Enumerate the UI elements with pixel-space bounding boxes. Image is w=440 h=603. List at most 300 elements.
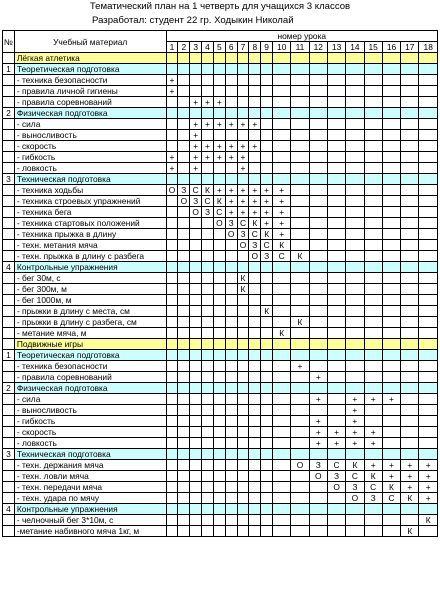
lesson-mark-cell [178, 394, 190, 405]
lesson-mark-cell [225, 416, 237, 427]
lesson-mark-cell [261, 427, 273, 438]
section-fill-cell [401, 53, 419, 64]
category-fill-cell [401, 262, 419, 273]
category-fill-cell [237, 108, 249, 119]
lesson-mark-cell [178, 163, 190, 174]
lesson-mark-cell [401, 229, 419, 240]
lesson-mark-cell [190, 229, 202, 240]
lesson-mark-cell [364, 163, 382, 174]
lesson-mark-cell [178, 416, 190, 427]
lesson-mark-cell [261, 97, 273, 108]
lesson-mark-cell: О [190, 207, 202, 218]
lesson-mark-cell: + [309, 416, 327, 427]
lesson-mark-cell [261, 130, 273, 141]
lesson-mark-cell: З [178, 185, 190, 196]
table-row [3, 141, 438, 152]
lesson-mark-cell [237, 460, 249, 471]
lesson-mark-cell: + [190, 163, 202, 174]
section-fill-cell [382, 53, 400, 64]
lesson-mark-cell [309, 218, 327, 229]
lesson-mark-cell [419, 306, 438, 317]
lesson-mark-cell [190, 240, 202, 251]
category-number: 4 [3, 262, 15, 273]
lesson-mark-cell [273, 526, 291, 537]
item-number-cell [3, 295, 15, 306]
item-label: - техн. метания мяча [14, 240, 166, 251]
lesson-mark-cell: + [364, 427, 382, 438]
table-row [3, 295, 438, 306]
lesson-mark-cell [225, 75, 237, 86]
plan-table [2, 30, 438, 537]
category-fill-cell [237, 449, 249, 460]
lesson-mark-cell [213, 306, 225, 317]
lesson-mark-cell [364, 185, 382, 196]
item-label: - бег 1000м, м [14, 295, 166, 306]
lesson-mark-cell [213, 361, 225, 372]
category-fill-cell [291, 449, 309, 460]
lesson-mark-cell [291, 306, 309, 317]
category-fill-cell [249, 449, 261, 460]
category-fill-cell [190, 262, 202, 273]
lesson-mark-cell [213, 405, 225, 416]
lesson-mark-cell [225, 372, 237, 383]
item-number-cell [3, 416, 15, 427]
lesson-mark-cell [419, 416, 438, 427]
lesson-mark-cell [237, 251, 249, 262]
lesson-mark-cell [190, 416, 202, 427]
lesson-mark-cell: + [166, 152, 178, 163]
lesson-mark-cell [309, 229, 327, 240]
item-number-cell [3, 273, 15, 284]
category-fill-cell [327, 504, 345, 515]
lesson-mark-cell [166, 493, 178, 504]
category-title: Физическая подготовка [14, 383, 166, 394]
category-fill-cell [291, 174, 309, 185]
item-number-cell [3, 196, 15, 207]
lesson-mark-cell [419, 163, 438, 174]
lesson-mark-cell [166, 394, 178, 405]
category-fill-cell [166, 449, 178, 460]
lesson-mark-cell [291, 240, 309, 251]
section-number-cell [3, 53, 15, 64]
lesson-mark-cell [190, 251, 202, 262]
item-number-cell [3, 317, 15, 328]
lesson-mark-cell: + [213, 119, 225, 130]
item-number-cell [3, 471, 15, 482]
item-number-cell [3, 86, 15, 97]
category-fill-cell [166, 383, 178, 394]
table-row [3, 361, 438, 372]
lesson-mark-cell [327, 295, 345, 306]
lesson-mark-cell [401, 218, 419, 229]
lesson-mark-cell [249, 482, 261, 493]
lesson-mark-cell [401, 152, 419, 163]
lesson-mark-cell [419, 317, 438, 328]
category-fill-cell [419, 449, 438, 460]
category-fill-cell [237, 174, 249, 185]
lesson-mark-cell [382, 515, 400, 526]
category-fill-cell [327, 383, 345, 394]
section-fill-cell [309, 339, 327, 350]
category-fill-cell [346, 383, 364, 394]
lesson-mark-cell [273, 306, 291, 317]
lesson-number-header: 13 [327, 42, 345, 53]
lesson-mark-cell [346, 207, 364, 218]
category-fill-cell [178, 108, 190, 119]
lesson-mark-cell: О [291, 460, 309, 471]
lesson-mark-cell [327, 75, 345, 86]
lesson-mark-cell [225, 295, 237, 306]
lesson-mark-cell [419, 97, 438, 108]
lesson-mark-cell [249, 163, 261, 174]
lesson-mark-cell [190, 273, 202, 284]
category-fill-cell [190, 449, 202, 460]
lesson-mark-cell [166, 207, 178, 218]
lesson-number-header: 7 [237, 42, 249, 53]
lesson-mark-cell [237, 394, 249, 405]
section-fill-cell [237, 339, 249, 350]
category-fill-cell [273, 383, 291, 394]
lesson-mark-cell [346, 515, 364, 526]
lesson-mark-cell [225, 438, 237, 449]
category-fill-cell [309, 64, 327, 75]
category-fill-cell [190, 174, 202, 185]
section-fill-cell [291, 53, 309, 64]
table-row [3, 460, 438, 471]
lesson-mark-cell [202, 218, 214, 229]
lesson-mark-cell [364, 284, 382, 295]
lesson-mark-cell [202, 460, 214, 471]
lesson-number-header: 2 [178, 42, 190, 53]
item-label: - выносливость [14, 405, 166, 416]
lesson-mark-cell [273, 163, 291, 174]
lesson-mark-cell: + [190, 119, 202, 130]
lesson-mark-cell [291, 295, 309, 306]
lesson-mark-cell [291, 141, 309, 152]
lesson-mark-cell [346, 163, 364, 174]
lesson-mark-cell [273, 460, 291, 471]
lesson-mark-cell [346, 251, 364, 262]
lesson-mark-cell [382, 152, 400, 163]
lesson-mark-cell: + [237, 196, 249, 207]
lesson-mark-cell: + [225, 141, 237, 152]
category-title: Техническая подготовка [14, 449, 166, 460]
lesson-mark-cell [225, 328, 237, 339]
lesson-mark-cell: + [213, 185, 225, 196]
category-row [3, 262, 438, 273]
category-fill-cell [291, 504, 309, 515]
lesson-mark-cell: С [327, 460, 345, 471]
category-fill-cell [364, 64, 382, 75]
lesson-mark-cell [346, 141, 364, 152]
lesson-mark-cell [225, 273, 237, 284]
lesson-mark-cell [401, 185, 419, 196]
lesson-mark-cell [202, 86, 214, 97]
category-fill-cell [213, 383, 225, 394]
lesson-mark-cell [190, 493, 202, 504]
category-fill-cell [273, 262, 291, 273]
lesson-mark-cell [382, 273, 400, 284]
category-fill-cell [178, 262, 190, 273]
lesson-mark-cell: + [273, 229, 291, 240]
lesson-mark-cell: К [291, 251, 309, 262]
lesson-mark-cell: К [273, 328, 291, 339]
category-fill-cell [261, 350, 273, 361]
section-fill-cell [309, 53, 327, 64]
lesson-mark-cell [273, 152, 291, 163]
lesson-mark-cell [190, 405, 202, 416]
lesson-mark-cell [225, 251, 237, 262]
lesson-mark-cell [346, 372, 364, 383]
lesson-mark-cell [178, 97, 190, 108]
lesson-mark-cell [249, 306, 261, 317]
lesson-mark-cell [382, 97, 400, 108]
lesson-mark-cell [291, 273, 309, 284]
lesson-mark-cell [261, 295, 273, 306]
item-label: - ловкость [14, 163, 166, 174]
lesson-mark-cell [327, 218, 345, 229]
category-fill-cell [178, 383, 190, 394]
category-number: 4 [3, 504, 15, 515]
category-fill-cell [382, 449, 400, 460]
lesson-mark-cell [419, 240, 438, 251]
lesson-mark-cell [213, 471, 225, 482]
lesson-mark-cell: О [346, 493, 364, 504]
table-row [3, 251, 438, 262]
item-label: - техника стартовых положений [14, 218, 166, 229]
lesson-mark-cell: З [327, 471, 345, 482]
lesson-mark-cell: С [237, 218, 249, 229]
lesson-mark-cell [213, 163, 225, 174]
category-fill-cell [401, 108, 419, 119]
lesson-mark-cell [364, 229, 382, 240]
lesson-mark-cell [309, 493, 327, 504]
item-label: - правила соревнований [14, 97, 166, 108]
lesson-mark-cell [225, 284, 237, 295]
item-number-cell [3, 130, 15, 141]
lesson-mark-cell: + [401, 460, 419, 471]
lesson-mark-cell [419, 427, 438, 438]
lesson-mark-cell: + [327, 438, 345, 449]
lesson-mark-cell [261, 460, 273, 471]
lesson-mark-cell [166, 306, 178, 317]
lesson-mark-cell [382, 218, 400, 229]
lesson-mark-cell [346, 75, 364, 86]
table-row [3, 273, 438, 284]
lesson-mark-cell [225, 97, 237, 108]
lesson-mark-cell [401, 427, 419, 438]
lesson-mark-cell [249, 328, 261, 339]
lesson-mark-cell [190, 394, 202, 405]
lesson-mark-cell [309, 273, 327, 284]
lesson-mark-cell [419, 405, 438, 416]
lesson-mark-cell [401, 86, 419, 97]
lesson-mark-cell [178, 328, 190, 339]
lesson-mark-cell: К [261, 306, 273, 317]
lesson-mark-cell [225, 482, 237, 493]
lesson-mark-cell: + [273, 207, 291, 218]
lesson-mark-cell: К [237, 273, 249, 284]
lesson-mark-cell [225, 240, 237, 251]
category-fill-cell [166, 504, 178, 515]
item-label: - техн. прыжка в длину с разбега [14, 251, 166, 262]
lesson-mark-cell [382, 86, 400, 97]
category-fill-cell [382, 262, 400, 273]
category-fill-cell [225, 449, 237, 460]
section-fill-cell [166, 339, 178, 350]
lesson-mark-cell: + [401, 482, 419, 493]
category-title: Физическая подготовка [14, 108, 166, 119]
lesson-mark-cell: + [202, 152, 214, 163]
lesson-mark-cell: + [364, 394, 382, 405]
lesson-mark-cell [382, 372, 400, 383]
lesson-mark-cell [213, 482, 225, 493]
lesson-mark-cell [401, 75, 419, 86]
lesson-mark-cell: + [309, 394, 327, 405]
lesson-mark-cell [237, 493, 249, 504]
lesson-mark-cell [249, 405, 261, 416]
lesson-mark-cell [202, 229, 214, 240]
lesson-mark-cell [419, 295, 438, 306]
lesson-mark-cell [401, 97, 419, 108]
category-fill-cell [249, 504, 261, 515]
section-fill-cell [261, 53, 273, 64]
lesson-mark-cell [346, 196, 364, 207]
lesson-mark-cell: + [213, 141, 225, 152]
lesson-mark-cell [237, 295, 249, 306]
category-fill-cell [166, 174, 178, 185]
lesson-mark-cell [291, 284, 309, 295]
lesson-mark-cell: + [364, 438, 382, 449]
item-label: - выносливость [14, 130, 166, 141]
category-fill-cell [213, 449, 225, 460]
item-label: - правила соревнований [14, 372, 166, 383]
section-fill-cell [166, 53, 178, 64]
lesson-mark-cell [249, 515, 261, 526]
lesson-mark-cell [202, 284, 214, 295]
category-fill-cell [364, 383, 382, 394]
table-row [3, 438, 438, 449]
lesson-mark-cell [364, 295, 382, 306]
category-fill-cell [309, 350, 327, 361]
lesson-mark-cell [382, 251, 400, 262]
table-row [3, 427, 438, 438]
category-fill-cell [419, 350, 438, 361]
lesson-mark-cell [178, 515, 190, 526]
table-row [3, 152, 438, 163]
lesson-mark-cell [401, 317, 419, 328]
lesson-mark-cell [190, 515, 202, 526]
lesson-mark-cell [291, 372, 309, 383]
lesson-mark-cell [327, 229, 345, 240]
lesson-mark-cell [178, 306, 190, 317]
lesson-mark-cell [213, 75, 225, 86]
category-fill-cell [309, 449, 327, 460]
lesson-mark-cell [166, 130, 178, 141]
lesson-mark-cell [213, 526, 225, 537]
item-label: - сила [14, 119, 166, 130]
lesson-mark-cell [237, 75, 249, 86]
lesson-mark-cell [364, 317, 382, 328]
category-fill-cell [364, 350, 382, 361]
lesson-mark-cell [261, 141, 273, 152]
lesson-mark-cell [273, 317, 291, 328]
section-fill-cell [364, 53, 382, 64]
lesson-mark-cell [225, 361, 237, 372]
lesson-mark-cell [419, 152, 438, 163]
section-fill-cell [364, 339, 382, 350]
lesson-mark-cell [401, 306, 419, 317]
table-row [3, 471, 438, 482]
lesson-number-header: 8 [249, 42, 261, 53]
category-fill-cell [327, 174, 345, 185]
lesson-mark-cell: К [346, 460, 364, 471]
category-fill-cell [237, 504, 249, 515]
item-label: - техн. передачи мяча [14, 482, 166, 493]
category-fill-cell [225, 64, 237, 75]
lesson-mark-cell [225, 471, 237, 482]
lesson-mark-cell [291, 394, 309, 405]
lesson-mark-cell [309, 482, 327, 493]
lesson-mark-cell [401, 438, 419, 449]
category-row [3, 449, 438, 460]
lesson-mark-cell: + [382, 460, 400, 471]
lesson-mark-cell: + [237, 141, 249, 152]
lesson-mark-cell [249, 438, 261, 449]
lesson-mark-cell [249, 273, 261, 284]
lesson-mark-cell: З [225, 218, 237, 229]
lesson-mark-cell [225, 163, 237, 174]
category-fill-cell [364, 174, 382, 185]
lesson-mark-cell: + [346, 405, 364, 416]
lesson-mark-cell [225, 317, 237, 328]
section-fill-cell [225, 53, 237, 64]
lesson-mark-cell: + [249, 196, 261, 207]
lesson-mark-cell: + [166, 75, 178, 86]
category-fill-cell [213, 174, 225, 185]
lesson-mark-cell: + [419, 493, 438, 504]
item-number-cell [3, 482, 15, 493]
lesson-mark-cell [309, 119, 327, 130]
lesson-mark-cell [382, 207, 400, 218]
lesson-mark-cell [327, 152, 345, 163]
lesson-mark-cell [249, 372, 261, 383]
column-header-material: Учебный материал [14, 31, 166, 53]
lesson-mark-cell [309, 405, 327, 416]
lesson-mark-cell [190, 328, 202, 339]
lesson-mark-cell [178, 207, 190, 218]
lesson-mark-cell [213, 427, 225, 438]
lesson-mark-cell [225, 515, 237, 526]
lesson-mark-cell [382, 240, 400, 251]
table-row [3, 394, 438, 405]
category-fill-cell [225, 350, 237, 361]
lesson-mark-cell [249, 284, 261, 295]
category-fill-cell [202, 350, 214, 361]
lesson-mark-cell [202, 240, 214, 251]
lesson-mark-cell [202, 482, 214, 493]
lesson-mark-cell: + [273, 196, 291, 207]
lesson-mark-cell [166, 328, 178, 339]
lesson-mark-cell [382, 284, 400, 295]
lesson-mark-cell [237, 471, 249, 482]
lesson-number-header: 12 [309, 42, 327, 53]
lesson-mark-cell: К [202, 185, 214, 196]
lesson-mark-cell [202, 438, 214, 449]
category-fill-cell [190, 504, 202, 515]
item-label: - техн. ловли мяча [14, 471, 166, 482]
lesson-mark-cell [346, 284, 364, 295]
